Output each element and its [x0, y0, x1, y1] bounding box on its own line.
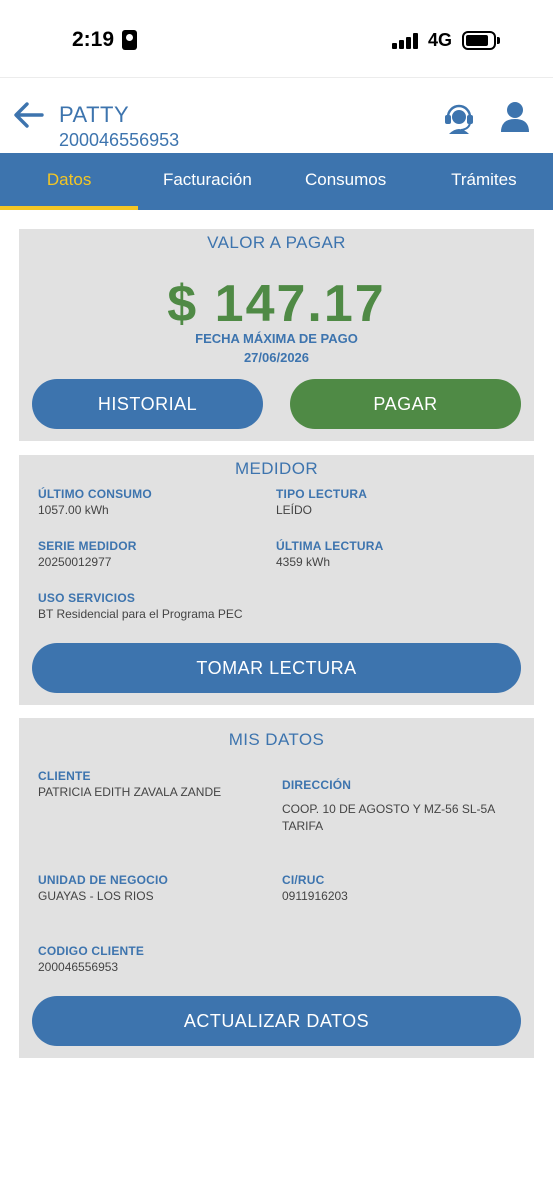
update-data-button[interactable]: ACTUALIZAR DATOS	[32, 996, 521, 1046]
meter-serial-label: SERIE MEDIDOR	[38, 539, 137, 553]
my-data-title: MIS DATOS	[228, 730, 325, 749]
last-consumption-label: ÚLTIMO CONSUMO	[38, 487, 152, 501]
user-profile-icon[interactable]	[498, 100, 532, 134]
network-type: 4G	[428, 30, 453, 50]
reading-type-label: TIPO LECTURA	[276, 487, 368, 501]
business-unit-label: UNIDAD DE NEGOCIO	[38, 873, 169, 887]
support-agent-icon[interactable]	[442, 100, 476, 134]
account-name: PATTY	[59, 102, 130, 127]
payment-title: VALOR A PAGAR	[207, 233, 346, 252]
take-reading-button[interactable]: TOMAR LECTURA	[32, 643, 521, 693]
pay-button[interactable]: PAGAR	[290, 379, 521, 429]
id-value: 0911916203	[282, 889, 348, 903]
amount-due: $ 147.17	[167, 275, 386, 333]
service-use-value: BT Residencial para el Programa PEC	[38, 607, 243, 621]
meter-serial-value: 20250012977	[38, 555, 112, 569]
account-number: 200046556953	[59, 130, 180, 150]
due-date-label: FECHA MÁXIMA DE PAGO	[195, 331, 358, 346]
tab-tramites[interactable]: Trámites	[451, 170, 517, 189]
service-use-label: USO SERVICIOS	[38, 591, 136, 605]
tab-datos[interactable]: Datos	[0, 153, 138, 210]
meter-title: MEDIDOR	[234, 459, 319, 478]
tab-consumos[interactable]: Consumos	[304, 170, 387, 189]
tab-facturacion[interactable]: Facturación	[162, 170, 252, 189]
client-value: PATRICIA EDITH ZAVALA ZANDE	[38, 785, 222, 799]
contact-card-icon	[122, 30, 137, 50]
reading-type-value: LEÍDO	[276, 503, 313, 517]
status-bar	[0, 0, 553, 78]
payment-card	[19, 229, 534, 441]
address-label: DIRECCIÓN	[282, 778, 352, 792]
back-arrow-icon[interactable]	[12, 98, 46, 132]
app-header	[0, 78, 553, 154]
client-code-label: CODIGO CLIENTE	[38, 944, 145, 958]
signal-icon	[392, 33, 420, 49]
last-reading-value: 4359 kWh	[276, 555, 331, 569]
business-unit-value: GUAYAS - LOS RIOS	[38, 889, 154, 903]
client-code-value: 200046556953	[38, 960, 119, 974]
last-reading-label: ÚLTIMA LECTURA	[276, 539, 384, 553]
my-data-card	[19, 718, 534, 1058]
last-consumption-value: 1057.00 kWh	[38, 503, 109, 517]
due-date-value: 27/06/2026	[243, 350, 310, 365]
battery-icon	[462, 31, 496, 50]
address-value: COOP. 10 DE AGOSTO Y MZ-56 SL-5A TARIFA	[282, 802, 495, 833]
status-time: 2:19	[72, 28, 115, 51]
id-label: CI/RUC	[282, 873, 325, 887]
client-label: CLIENTE	[38, 769, 91, 783]
meter-card	[19, 455, 534, 705]
history-button[interactable]: HISTORIAL	[32, 379, 263, 429]
tab-bar	[0, 153, 553, 210]
